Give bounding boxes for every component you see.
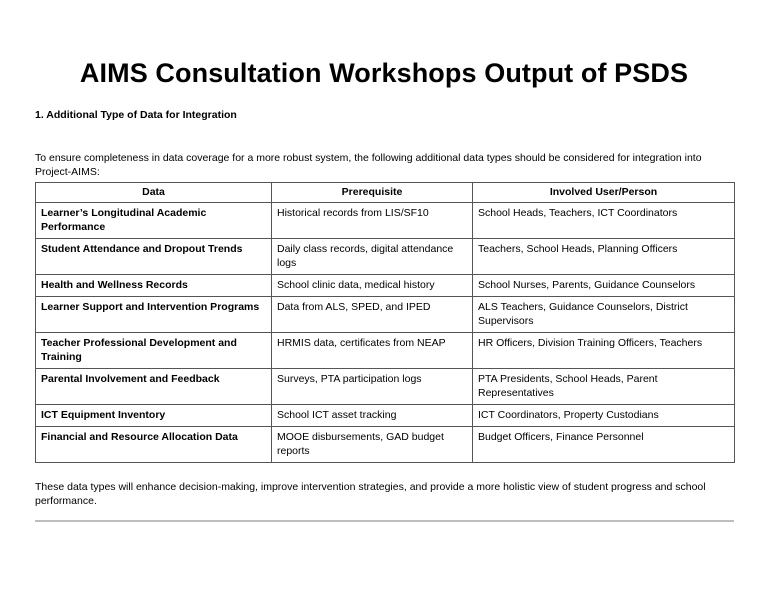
users-cell: PTA Presidents, School Heads, Parent Representatives <box>473 369 735 405</box>
prerequisite-cell: Daily class records, digital attendance logs <box>272 239 473 275</box>
users-cell: ICT Coordinators, Property Custodians <box>473 405 735 427</box>
table-row <box>36 427 735 463</box>
data-cell: Teacher Professional Development and Training <box>36 333 272 369</box>
data-integration-table <box>35 182 735 463</box>
data-cell: Health and Wellness Records <box>36 275 272 297</box>
table-row <box>36 203 735 239</box>
column-header-involved-users: Involved User/Person <box>473 183 735 203</box>
column-header-data: Data <box>36 183 272 203</box>
users-cell: ALS Teachers, Guidance Counselors, District Supervisors <box>473 297 735 333</box>
table-row <box>36 369 735 405</box>
table-row <box>36 275 735 297</box>
users-cell: HR Officers, Division Training Officers, Teachers <box>473 333 735 369</box>
data-cell: Learner’s Longitudinal Academic Performance <box>36 203 272 239</box>
prerequisite-cell: HRMIS data, certificates from NEAP <box>272 333 473 369</box>
prerequisite-cell: Historical records from LIS/SF10 <box>272 203 473 239</box>
table-header-row <box>36 183 735 203</box>
data-cell: Financial and Resource Allocation Data <box>36 427 272 463</box>
users-cell: Budget Officers, Finance Personnel <box>473 427 735 463</box>
section-heading: 1. Additional Type of Data for Integration <box>35 109 237 121</box>
table-row <box>36 239 735 275</box>
users-cell: School Heads, Teachers, ICT Coordinators <box>473 203 735 239</box>
column-header-prerequisite: Prerequisite <box>272 183 473 203</box>
table-row <box>36 333 735 369</box>
prerequisite-cell: School ICT asset tracking <box>272 405 473 427</box>
prerequisite-cell: School clinic data, medical history <box>272 275 473 297</box>
data-cell: Student Attendance and Dropout Trends <box>36 239 272 275</box>
data-cell: ICT Equipment Inventory <box>36 405 272 427</box>
conclusion-paragraph: These data types will enhance decision-making, improve intervention strategies, and provide a more holistic view of student progress and school performance. <box>35 481 706 507</box>
table-row <box>36 405 735 427</box>
prerequisite-cell: Surveys, PTA participation logs <box>272 369 473 405</box>
intro-paragraph: To ensure completeness in data coverage for a more robust system, the following additional data types should be considered for integration into Project-AIMS: <box>35 152 702 178</box>
page-divider <box>35 520 734 522</box>
prerequisite-cell: MOOE disbursements, GAD budget reports <box>272 427 473 463</box>
users-cell: Teachers, School Heads, Planning Officers <box>473 239 735 275</box>
data-cell: Learner Support and Intervention Programs <box>36 297 272 333</box>
table-row <box>36 297 735 333</box>
prerequisite-cell: Data from ALS, SPED, and IPED <box>272 297 473 333</box>
data-cell: Parental Involvement and Feedback <box>36 369 272 405</box>
document-title: AIMS Consultation Workshops Output of PSDS <box>79 58 689 88</box>
users-cell: School Nurses, Parents, Guidance Counselors <box>473 275 735 297</box>
